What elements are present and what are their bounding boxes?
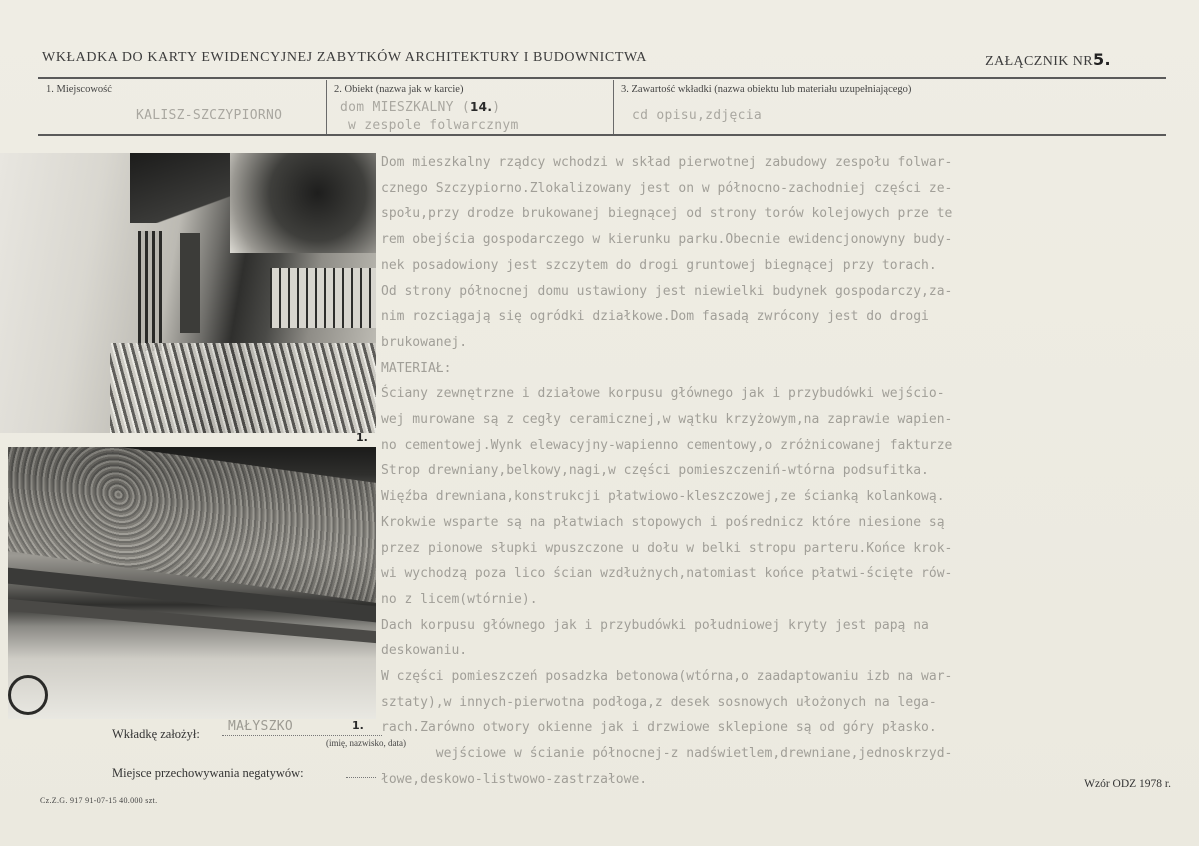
description-line: Krokwie wsparte są na płatwiach stopowych i pośrednicz które niesione są [381, 514, 945, 530]
photo-fence [270, 268, 376, 328]
field-divider-2 [613, 80, 614, 134]
photo-weeds [110, 343, 376, 433]
annex-label: ZAŁĄCZNIK NR [985, 54, 1093, 69]
description-line: Od strony północnej domu ustawiony jest niewielki budynek gospodarczy,za- [381, 283, 953, 299]
object-value-line1 [340, 100, 500, 115]
annex-number-handwritten: 5. [1092, 50, 1111, 69]
description-line: rach.Zarówno otwory okienne jak i drzwiowe sklepione są od góry płasko. [381, 720, 937, 736]
description-line: Ściany zewnętrzne i działowe korpusu głównego jak i przybudówki wejścio- [381, 386, 945, 402]
header-rule-bottom [38, 134, 1166, 136]
negatives-dotted-line [346, 777, 376, 778]
annex-number [985, 50, 1111, 70]
description-line: wej murowane są z cegły ceramicznej,w wątku krzyżowym,na zaprawie wapien- [381, 412, 953, 428]
author-label: Wkładkę założył: [112, 727, 200, 741]
description-line: Dom mieszkalny rządcy wchodzi w skład pierwotnej zabudowy zespołu folwar- [381, 155, 953, 170]
object-value-line2: w zespole folwarcznym [348, 118, 519, 133]
photo-trees [230, 153, 376, 253]
description-text [381, 150, 1161, 793]
description-line: łowe,deskowo-listwowo-zastrzałowe. [381, 771, 648, 787]
description-line: W części pomieszczeń posadzka betonowa(wtórna,o zaadaptowaniu izb na war- [381, 669, 953, 685]
contents-label: 3. Zawartość wkładki (nazwa obiektu lub materiału uzupełniającego) [621, 84, 912, 95]
object-number-handwritten: 14. [470, 100, 493, 114]
description-line: wejściowe w ścianie północnej-z nadświetlem,drewniane,jednoskrzyd- [381, 746, 953, 762]
photo-house-facade [0, 153, 376, 433]
description-line: Więźba drewniana,konstrukcji płatwiowo-kleszczowej,ze ścianką kolankową. [381, 489, 945, 505]
form-model: Wzór ODZ 1978 r. [1084, 778, 1171, 790]
description-line: Strop drewniany,belkowy,nagi,w części pomieszczeniń-wtórna podsufitka. [381, 463, 929, 479]
description-line: przez pionowe słupki wpuszczone u dołu w belki stropu parteru.Końce krok- [381, 540, 953, 556]
description-line: wi wychodzą poza lico ścian wzdłużnych,natomiast końce płatwi-ścięte rów- [381, 566, 953, 582]
description-line: no cementowej.Wynk elewacyjny-wapienno cementowy,o zróżnicowanej fakturze [381, 437, 953, 453]
photo-cornice-detail [8, 447, 376, 719]
description-line: nek posadowiony jest szczytem do drogi gruntowej biegnącej przy torach. [381, 257, 937, 273]
photo-barred-window [138, 231, 162, 351]
author-date-handwritten: 1. [352, 719, 364, 732]
description-line: no z licem(wtórnie). [381, 591, 538, 607]
material-heading: MATERIAŁ: [381, 360, 452, 376]
description-line: cznego Szczypiorno.Zlokalizowany jest on w północno-zachodniej części ze- [381, 180, 953, 196]
photo-wire-loop [8, 675, 48, 715]
negatives-label: Miejsce przechowywania negatywów: [112, 766, 304, 780]
locality-label: 1. Miejscowość [46, 84, 112, 95]
object-label: 2. Obiekt (nazwa jak w karcie) [334, 84, 464, 95]
object-value-text: dom MIESZKALNY ( [340, 100, 471, 115]
description-line: brukowanej. [381, 334, 468, 350]
author-value: MAŁYSZKO [228, 719, 294, 734]
description-line: deskowaniu. [381, 643, 468, 659]
form-title: WKŁADKA DO KARTY EWIDENCYJNEJ ZABYTKÓW ARCHITEKTURY I BUDOWNICTWA [42, 50, 647, 65]
author-caption: (imię, nazwisko, data) [326, 738, 406, 748]
field-divider-1 [326, 80, 327, 134]
description-line: sztaty),w innych-pierwotna podłoga,z desek sosnowych ułożonych na lega- [381, 694, 937, 710]
photo-door [180, 233, 200, 333]
photo1-number: 1. [356, 431, 368, 444]
contents-value: cd opisu,zdjęcia [632, 108, 763, 123]
description-line: rem obejścia gospodarczego w kierunku parku.Obecnie ewidencjonowyny budy- [381, 232, 953, 248]
author-dotted-line [222, 735, 382, 736]
object-value-close: ) [492, 100, 501, 115]
description-line: Dach korpusu głównego jak i przybudówki południowej kryty jest papą na [381, 617, 929, 633]
description-line: nim rozciągają się ogródki działkowe.Dom fasadą zwrócony jest do drogi [381, 309, 929, 325]
locality-value: KALISZ-SZCZYPIORNO [136, 108, 283, 123]
print-info: Cz.Z.G. 917 91-07-15 40.000 szt. [40, 796, 158, 805]
header-rule-top [38, 77, 1166, 79]
description-line: społu,przy drodze brukowanej biegnącej od strony torów kolejowych prze te [381, 206, 953, 222]
